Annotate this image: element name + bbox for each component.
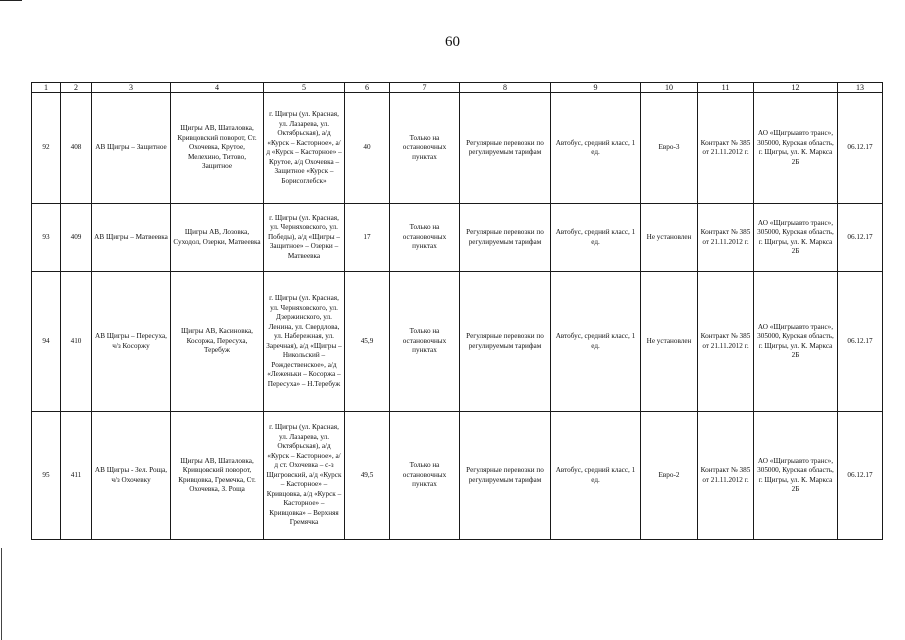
eco-class: Евро-2 bbox=[641, 412, 698, 540]
stop-mode: Только на остановочных пунктах bbox=[390, 204, 460, 272]
contract-info: Контракт № 385 от 21.11.2012 г. bbox=[698, 272, 754, 412]
start-date: 06.12.17 bbox=[838, 412, 883, 540]
eco-class: Не установлен bbox=[641, 272, 698, 412]
route-register-table bbox=[31, 82, 883, 540]
column-number: 10 bbox=[641, 83, 698, 93]
route-name: АВ Щигры – Матвеевка bbox=[92, 204, 171, 272]
contract-info: Контракт № 385 от 21.11.2012 г. bbox=[698, 93, 754, 204]
vehicle-class: Автобус, средний класс, 1 ед. bbox=[551, 412, 641, 540]
column-number: 12 bbox=[754, 83, 838, 93]
route-streets: г. Щигры (ул. Красная, ул. Лазарева, ул. Октябрьская), а/д «Курск – Касторное», а/д ст. Охочевка – с-з Щигровский, а/д «Курск – Касторное» – Кривцовка, а/д «Курск – Касторное» – Кривцовка» – Верхняя Гремячка bbox=[264, 412, 345, 540]
column-number: 2 bbox=[61, 83, 92, 93]
transport-type: Регулярные перевозки по регулируемым тарифам bbox=[460, 272, 551, 412]
column-number: 3 bbox=[92, 83, 171, 93]
route-name: АВ Щигры – Защитное bbox=[92, 93, 171, 204]
route-streets: г. Щигры (ул. Красная, ул. Лазарева, ул. Октябрьская), а/д «Курск – Касторное», а/д «Курск – Касторное» – Крутое, а/д Охочевка – Защитное «Курск – Борисоглебск» bbox=[264, 93, 345, 204]
start-date: 06.12.17 bbox=[838, 93, 883, 204]
column-number: 11 bbox=[698, 83, 754, 93]
eco-class: Не установлен bbox=[641, 204, 698, 272]
route-number: 410 bbox=[61, 272, 92, 412]
row-number: 94 bbox=[32, 272, 61, 412]
route-stops: Щигры АВ, Шаталовка, Кривцовский поворот, Кривцовка, Гремечка, Ст. Охочевка, З. Роща bbox=[171, 412, 264, 540]
page-number: 60 bbox=[445, 34, 460, 50]
route-length: 45,9 bbox=[345, 272, 390, 412]
table-row bbox=[32, 412, 883, 540]
route-number: 409 bbox=[61, 204, 92, 272]
vehicle-class: Автобус, средний класс, 1 ед. bbox=[551, 204, 641, 272]
table-row bbox=[32, 272, 883, 412]
row-number: 93 bbox=[32, 204, 61, 272]
column-number: 4 bbox=[171, 83, 264, 93]
column-number: 6 bbox=[345, 83, 390, 93]
route-streets: г. Щигры (ул. Красная, ул. Черняховского, ул. Победы), а/д «Щигры – Защитное» – Озерки – Матвеевка bbox=[264, 204, 345, 272]
eco-class: Евро-3 bbox=[641, 93, 698, 204]
transport-type: Регулярные перевозки по регулируемым тарифам bbox=[460, 204, 551, 272]
row-number: 95 bbox=[32, 412, 61, 540]
contract-info: Контракт № 385 от 21.11.2012 г. bbox=[698, 204, 754, 272]
column-number: 13 bbox=[838, 83, 883, 93]
transport-type: Регулярные перевозки по регулируемым тарифам bbox=[460, 93, 551, 204]
carrier-info: АО «Щигрыавто транс», 305000, Курская область, г. Щигры, ул. К. Маркса 2Б bbox=[754, 204, 838, 272]
carrier-info: АО «Щигрыавто транс», 305000, Курская область, г. Щигры, ул. К. Маркса 2Б bbox=[754, 272, 838, 412]
column-number: 1 bbox=[32, 83, 61, 93]
start-date: 06.12.17 bbox=[838, 272, 883, 412]
route-streets: г. Щигры (ул. Красная, ул. Черняховского, ул. Дзержинского, ул. Ленина, ул. Свердлова, ул. Набережная, ул. Заречная), а/д «Щигры – Никольский – Рождественское», а/д «Леженьки – Косоржа – Пересуха» – Н.Теребуж bbox=[264, 272, 345, 412]
stop-mode: Только на остановочных пунктах bbox=[390, 412, 460, 540]
carrier-info: АО «Щигрыавто транс», 305000, Курская область, г. Щигры, ул. К. Маркса 2Б bbox=[754, 412, 838, 540]
carrier-info: АО «Щигрыавто транс», 305000, Курская область, г. Щигры, ул. К. Маркса 2Б bbox=[754, 93, 838, 204]
scan-edge-left bbox=[1, 548, 2, 640]
vehicle-class: Автобус, средний класс, 1 ед. bbox=[551, 272, 641, 412]
stop-mode: Только на остановочных пунктах bbox=[390, 272, 460, 412]
route-stops: Щигры АВ, Шаталовка, Кривцовский поворот, Ст. Охочевка, Крутое, Мелехино, Титово, Защитное bbox=[171, 93, 264, 204]
route-length: 49,5 bbox=[345, 412, 390, 540]
route-stops: Щигры АВ, Лозовка, Суходол, Озерки, Матвеевка bbox=[171, 204, 264, 272]
route-number: 408 bbox=[61, 93, 92, 204]
table-row bbox=[32, 204, 883, 272]
transport-type: Регулярные перевозки по регулируемым тарифам bbox=[460, 412, 551, 540]
column-number: 9 bbox=[551, 83, 641, 93]
route-stops: Щигры АВ, Касиновка, Косоржа, Пересуха, Теребуж bbox=[171, 272, 264, 412]
route-name: АВ Щигры - Зел. Роща, ч/з Охочевку bbox=[92, 412, 171, 540]
column-number: 7 bbox=[390, 83, 460, 93]
route-name: АВ Щигры – Пересуха, ч/з Косоржу bbox=[92, 272, 171, 412]
start-date: 06.12.17 bbox=[838, 204, 883, 272]
column-number: 8 bbox=[460, 83, 551, 93]
route-number: 411 bbox=[61, 412, 92, 540]
vehicle-class: Автобус, средний класс, 1 ед. bbox=[551, 93, 641, 204]
column-number: 5 bbox=[264, 83, 345, 93]
table-row bbox=[32, 93, 883, 204]
route-length: 40 bbox=[345, 93, 390, 204]
column-number-row bbox=[32, 83, 883, 93]
route-length: 17 bbox=[345, 204, 390, 272]
row-number: 92 bbox=[32, 93, 61, 204]
scan-edge-top bbox=[0, 0, 22, 1]
contract-info: Контракт № 385 от 21.11.2012 г. bbox=[698, 412, 754, 540]
stop-mode: Только на остановочных пунктах bbox=[390, 93, 460, 204]
